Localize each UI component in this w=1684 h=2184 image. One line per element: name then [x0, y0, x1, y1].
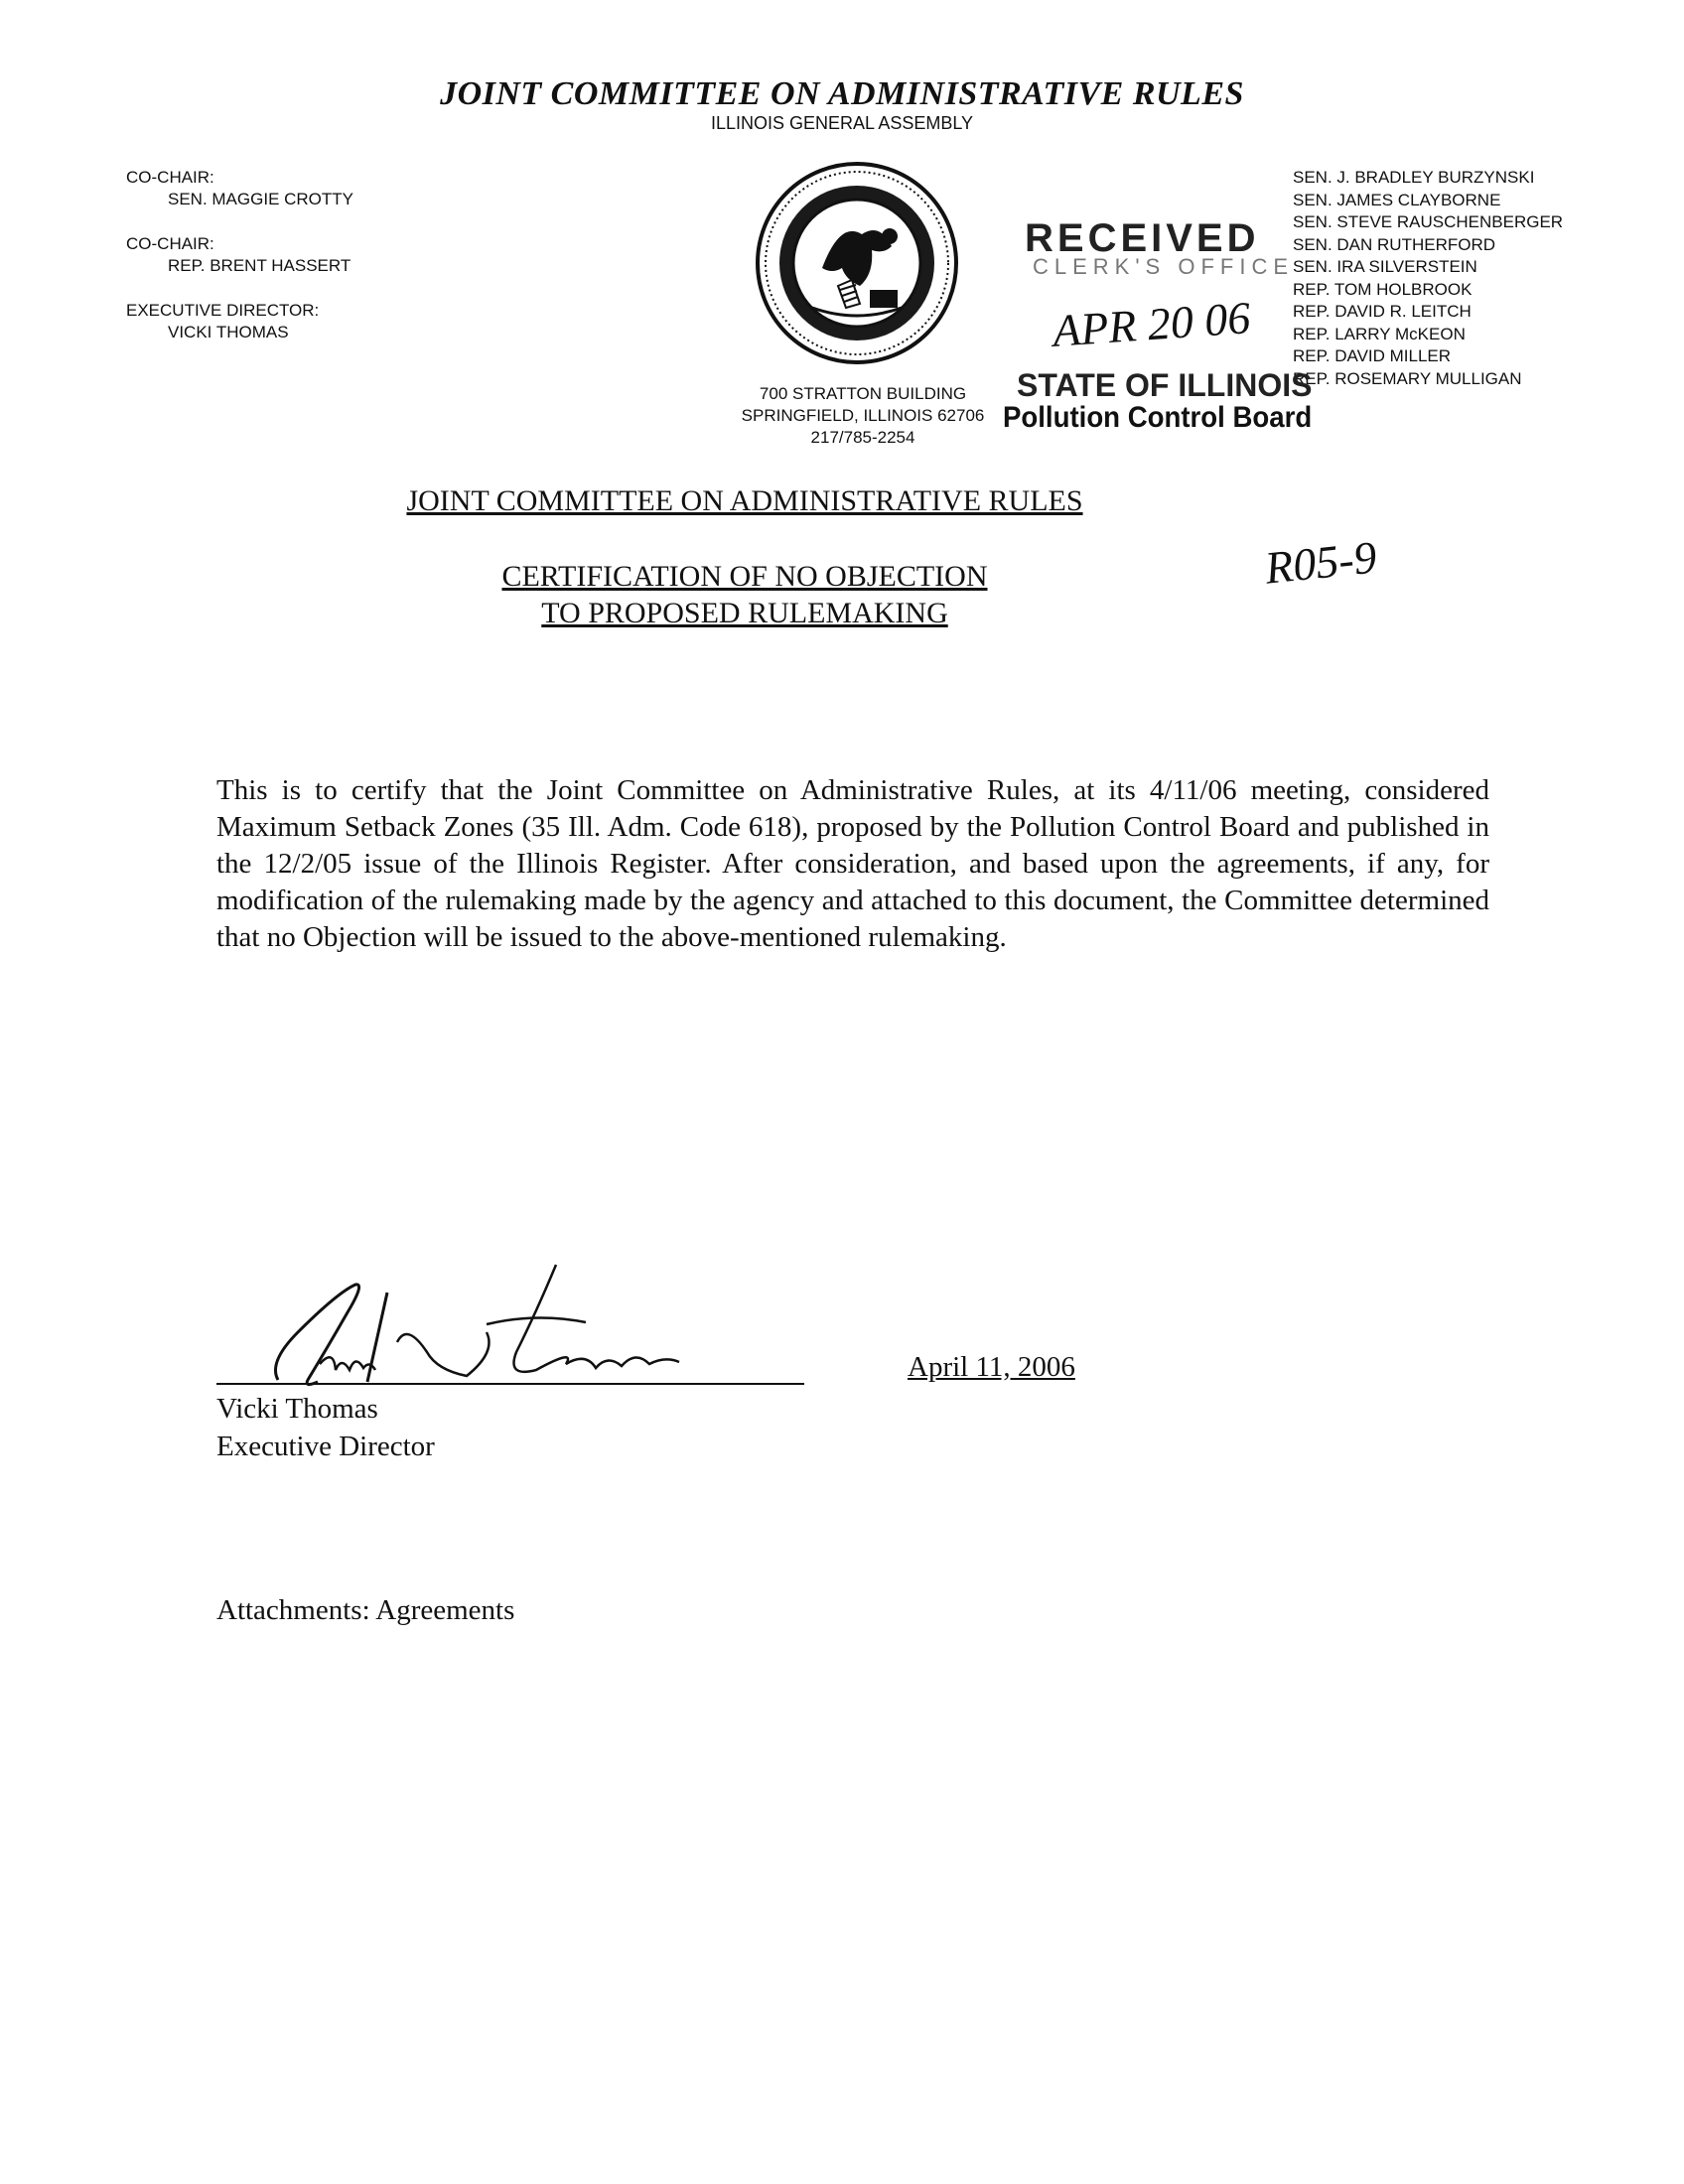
address-line-2: SPRINGFIELD, ILLINOIS 62706 — [741, 406, 985, 425]
member-name: REP. DAVID MILLER — [1293, 346, 1452, 365]
stamp-board: Pollution Control Board — [1003, 401, 1313, 434]
received-stamp — [1003, 206, 1340, 445]
certificate-title-line-2: TO PROPOSED RULEMAKING — [541, 597, 948, 629]
certification-body: This is to certify that the Joint Committee on Administrative Rules, at its 4/11/06 meeting, considered Maximum Setback Zones (35 Ill. Adm. Code 618), proposed by the Pollution Control Board and published in the 12/2/05 issue of the Illinois Register. After consideration, and based upon the agreements, if any, for modification of the rulemaking made by the agency and attached to this document, the Committee determined that no Objection will be issued to the above-mentioned rulemaking. — [216, 774, 1489, 953]
state-seal-icon — [753, 159, 961, 367]
member-name: SEN. JAMES CLAYBORNE — [1293, 190, 1501, 209]
member-name: REP. TOM HOLBROOK — [1293, 279, 1473, 299]
member-name: REP. DAVID R. LEITCH — [1293, 302, 1472, 321]
member-name: REP. ROSEMARY MULLIGAN — [1293, 368, 1522, 388]
address-phone: 217/785-2254 — [810, 428, 915, 447]
member-name: SEN. DAN RUTHERFORD — [1293, 234, 1496, 254]
officer-name: VICKI THOMAS — [168, 323, 289, 341]
handwritten-signature — [238, 1253, 715, 1412]
stamp-date: APR 20 06 — [1051, 292, 1252, 356]
docket-number: R05-9 — [1262, 531, 1379, 594]
officer-label: CO-CHAIR: — [126, 234, 214, 253]
officer-label: CO-CHAIR: — [126, 168, 214, 187]
address-line-1: 700 STRATTON BUILDING — [759, 384, 967, 403]
signature-date: April 11, 2006 — [908, 1351, 1075, 1383]
member-name: SEN. IRA SILVERSTEIN — [1293, 257, 1477, 276]
attachments-note: Attachments: Agreements — [216, 1594, 515, 1626]
signatory-name: Vicki Thomas — [216, 1393, 378, 1425]
stamp-office: CLERK'S OFFICE — [1033, 254, 1295, 279]
officer-name: REP. BRENT HASSERT — [168, 256, 351, 275]
committee-address — [719, 383, 1007, 449]
committee-title: JOINT COMMITTEE ON ADMINISTRATIVE RULES — [440, 75, 1244, 112]
officer-label: EXECUTIVE DIRECTOR: — [126, 301, 320, 320]
officer-cochair-1 — [126, 167, 353, 210]
certificate-committee-heading: JOINT COMMITTEE ON ADMINISTRATIVE RULES — [406, 484, 1083, 517]
member-name: REP. LARRY McKEON — [1293, 324, 1466, 343]
signature-line — [216, 1383, 804, 1385]
stamp-received: RECEIVED — [1025, 216, 1260, 260]
officer-executive-director — [126, 300, 319, 343]
signatory-block — [216, 1390, 435, 1465]
signatory-title: Executive Director — [216, 1431, 435, 1462]
member-name: SEN. J. BRADLEY BURZYNSKI — [1293, 168, 1535, 187]
member-name: SEN. STEVE RAUSCHENBERGER — [1293, 212, 1564, 231]
stamp-state: STATE OF ILLINOIS — [1017, 367, 1313, 403]
certificate-title-line-1: CERTIFICATION OF NO OBJECTION — [501, 560, 988, 593]
officer-cochair-2 — [126, 233, 351, 277]
assembly-subtitle: ILLINOIS GENERAL ASSEMBLY — [710, 113, 974, 133]
officer-name: SEN. MAGGIE CROTTY — [168, 190, 354, 208]
